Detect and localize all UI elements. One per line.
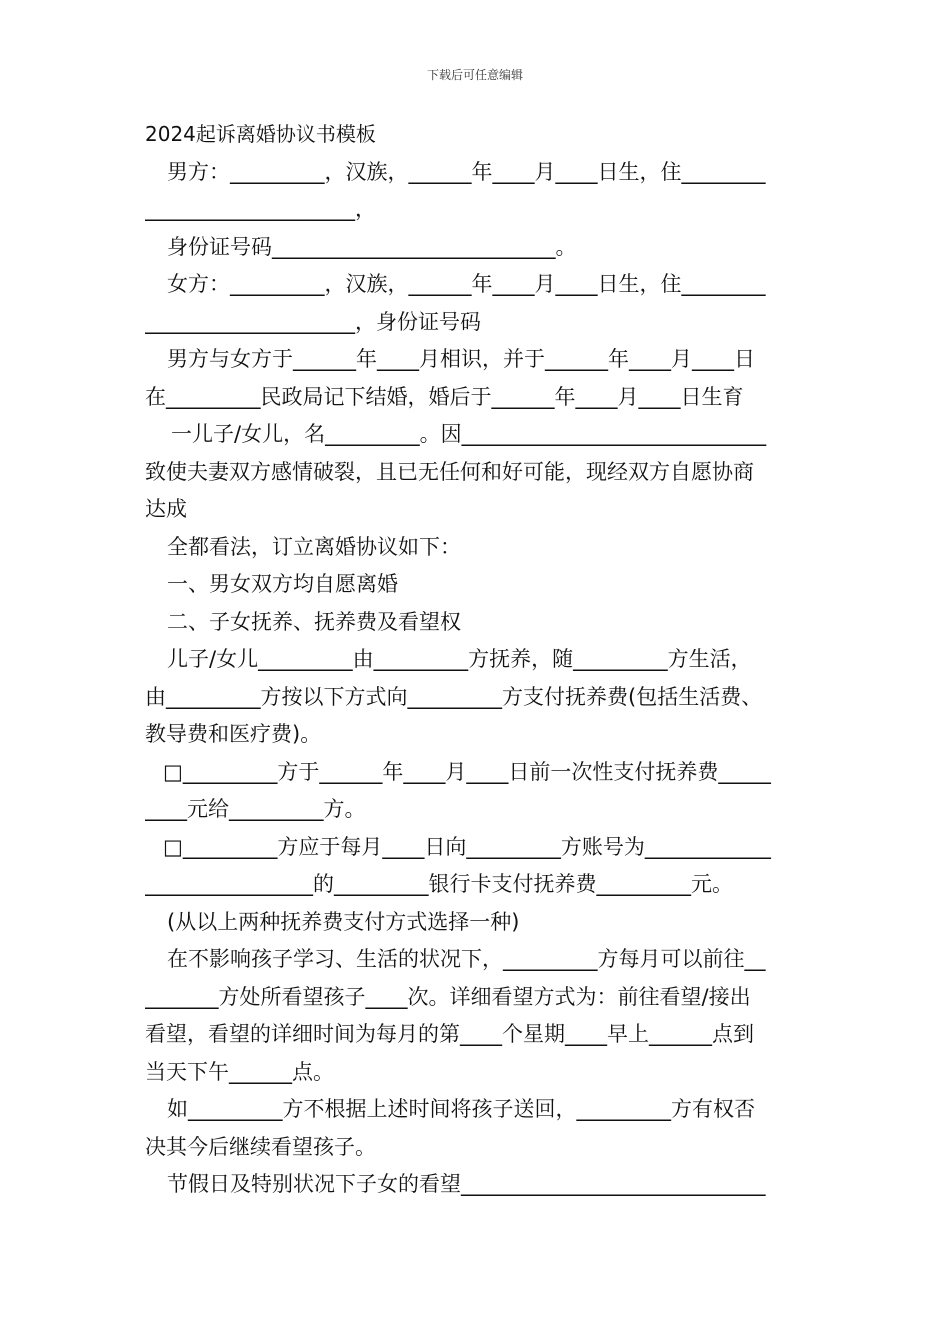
paragraph-line: 男方：_________，汉族，______年____月____日生，住________ bbox=[167, 159, 766, 184]
paragraph-line: 达成 bbox=[145, 497, 187, 521]
paragraph-line: 当天下午______点。 bbox=[145, 1059, 334, 1084]
document-title: 2024起诉离婚协议书模板 bbox=[145, 122, 376, 146]
paragraph-line: 看望，看望的详细时间为每月的第____个星期____早上______点到 bbox=[145, 1022, 754, 1046]
paragraph-line: (从以上两种抚养费支付方式选择一种) bbox=[167, 909, 520, 934]
paragraph-line: 教导费和医疗费)。 bbox=[145, 722, 322, 746]
checkbox-option-line: □_________方于______年____月____日前一次性支付抚养费_____ bbox=[163, 759, 771, 784]
paragraph-line: ____________________，身份证号码 bbox=[145, 309, 481, 334]
page-header-note: 下载后可任意编辑 bbox=[426, 68, 523, 82]
paragraph-line: ________________的_________银行卡支付抚养费_________元。 bbox=[145, 872, 733, 896]
paragraph-line: 如_________方不根据上述时间将孩子送回，_________方有权否 bbox=[167, 1097, 755, 1121]
checkbox-option-line: □_________方应于每月____日向_________方账号为____________ bbox=[163, 834, 771, 859]
paragraph-line: ____________________， bbox=[145, 197, 376, 221]
paragraph-line: 节假日及特别状况下子女的看望_____________________________ bbox=[167, 1172, 766, 1196]
section-heading: 二、子女抚养、抚养费及看望权 bbox=[167, 609, 461, 634]
paragraph-line: 女方：_________，汉族，______年____月____日生，住________ bbox=[167, 272, 766, 296]
paragraph-line: _______方处所看望孩子____次。详细看望方式为：前往看望/接出 bbox=[145, 984, 751, 1009]
paragraph-line: 决其今后继续看望孩子。 bbox=[145, 1134, 376, 1159]
paragraph-line: 由_________方按以下方式向_________方支付抚养费(包括生活费、 bbox=[145, 684, 763, 709]
paragraph-line: 在不影响孩子学习、生活的状况下，_________方每月可以前往__ bbox=[167, 947, 766, 971]
section-heading: 一、男女双方均自愿离婚 bbox=[167, 572, 398, 596]
paragraph-line: 一儿子/女儿，名_________。因_____________________________ bbox=[171, 422, 767, 446]
paragraph-line: ____元给_________方。 bbox=[145, 797, 366, 821]
paragraph-line: 全都看法，订立离婚协议如下： bbox=[167, 534, 461, 559]
paragraph-line: 儿子/女儿_________由_________方抚养，随_________方生活， bbox=[167, 647, 752, 671]
document-body bbox=[145, 116, 810, 1204]
paragraph-line: 致使夫妻双方感情破裂，且已无任何和好可能，现经双方自愿协商 bbox=[145, 459, 754, 484]
paragraph-line: 在_________民政局记下结婚，婚后于______年____月____日生育 bbox=[145, 384, 744, 409]
paragraph-line: 身份证号码___________________________。 bbox=[167, 234, 577, 259]
paragraph-line: 男方与女方于______年____月相识，并于______年____月____日 bbox=[167, 347, 755, 371]
